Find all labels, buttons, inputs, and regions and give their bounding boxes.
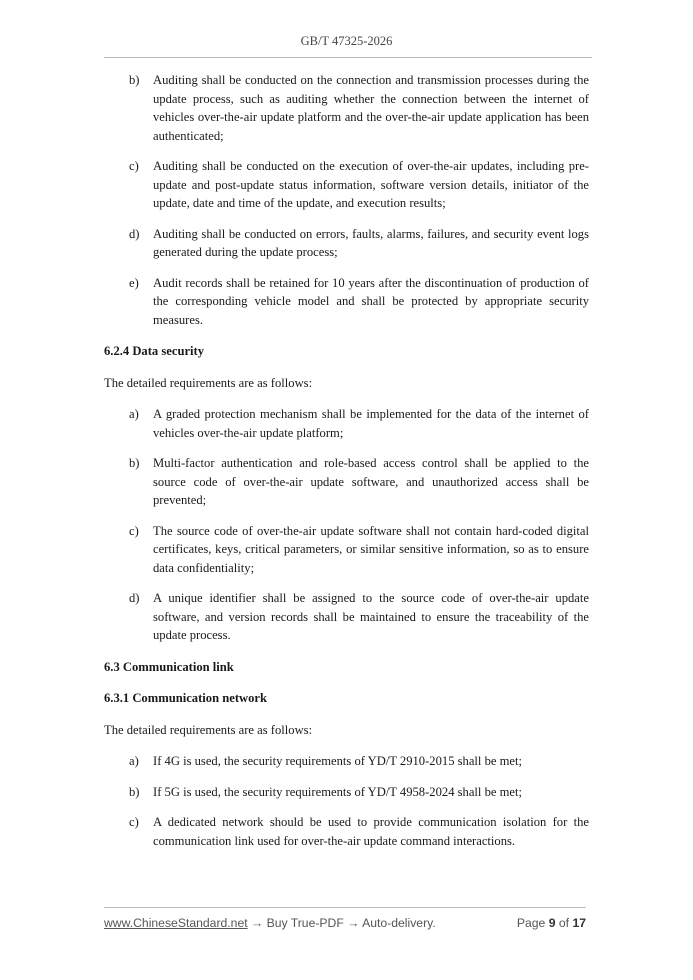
page-number: 9 (548, 916, 556, 930)
list-item (104, 589, 589, 645)
list-item (104, 522, 589, 578)
list-text: Auditing shall be conducted on the connection and transmission processes during the update process, such as auditing whether the connection between the internet of vehicles over-the-air update platform and the over-the-air update application has been authenticated; (153, 73, 589, 143)
section-heading-6-3: 6.3 Communication link (104, 659, 234, 674)
list-item (104, 405, 589, 442)
list-text: Multi-factor authentication and role-based access control shall be applied to the source code of over-the-air update software, and unauthorized access shall be prevented; (153, 456, 589, 507)
section-intro: The detailed requirements are as follows: (104, 722, 313, 737)
list-text: If 5G is used, the security requirements of YD/T 4958-2024 shall be met; (153, 784, 522, 799)
page-counter (517, 916, 586, 930)
section-intro: The detailed requirements are as follows: (104, 375, 313, 390)
page-label: Page (516, 916, 546, 930)
list-marker: a) (129, 407, 139, 421)
list-text: Audit records shall be retained for 10 years after the discontinuation of production of the corresponding vehicle model and shall be protected by appropriate security measures. (153, 275, 589, 327)
list-item (104, 454, 589, 510)
doc-code: GB/T 47325-2026 (300, 34, 393, 48)
list-marker: b) (129, 73, 140, 87)
list-text: A graded protection mechanism shall be implemented for the data of the internet of vehicles over-the-air update platform; (153, 407, 589, 440)
list-text: Auditing shall be conducted on the execution of over-the-air updates, including pre-update and post-update status information, software version details, initiator of the update, date and time of the update, and execution results; (153, 159, 589, 210)
delivery-text: Auto-delivery. (362, 916, 436, 930)
arrow-icon: → (347, 916, 360, 930)
list-text: The source code of over-the-air update software shall not contain hard-coded digital certificates, keys, critical parameters, or similar sensitive information, so as to ensure data confidentiality; (153, 523, 589, 575)
of-label: of (558, 916, 570, 930)
list-marker: b) (129, 456, 140, 470)
list-item (104, 783, 589, 802)
list-text: Auditing shall be conducted on errors, faults, alarms, failures, and security event logs generated during the update process; (153, 226, 589, 259)
page-total: 17 (572, 916, 586, 930)
page-header (0, 34, 693, 49)
document-body (104, 71, 589, 850)
footer-promo (104, 916, 436, 930)
list-marker: b) (129, 784, 140, 799)
list-item (104, 157, 589, 213)
list-marker: d) (129, 591, 140, 605)
list-text: If 4G is used, the security requirements of YD/T 2910-2015 shall be met; (153, 754, 522, 768)
site-link[interactable]: www.ChineseStandard.net (104, 916, 248, 930)
list-marker: c) (129, 159, 139, 173)
arrow-icon: → (251, 916, 264, 930)
list-marker: e) (129, 275, 139, 290)
list-item (104, 71, 589, 145)
list-item (104, 813, 589, 850)
list-marker: d) (129, 226, 140, 241)
list-text: A dedicated network should be used to provide communication isolation for the communication link used for over-the-air update command interactions. (153, 815, 589, 848)
list-item (104, 225, 589, 262)
list-item (104, 274, 589, 330)
list-marker: c) (129, 815, 139, 829)
buy-pdf-link[interactable]: Buy True-PDF (266, 916, 344, 930)
footer-rule (104, 907, 586, 908)
section-heading-6-3-1: 6.3.1 Communication network (104, 691, 268, 705)
section-heading-6-2-4: 6.2.4 Data security (104, 344, 205, 358)
list-item (104, 752, 589, 771)
list-marker: a) (129, 754, 139, 768)
list-text: A unique identifier shall be assigned to the source code of over-the-air update software, and version records shall be maintained to ensure the traceability of the update process. (153, 591, 589, 642)
header-rule (104, 57, 592, 58)
list-marker: c) (129, 523, 139, 538)
